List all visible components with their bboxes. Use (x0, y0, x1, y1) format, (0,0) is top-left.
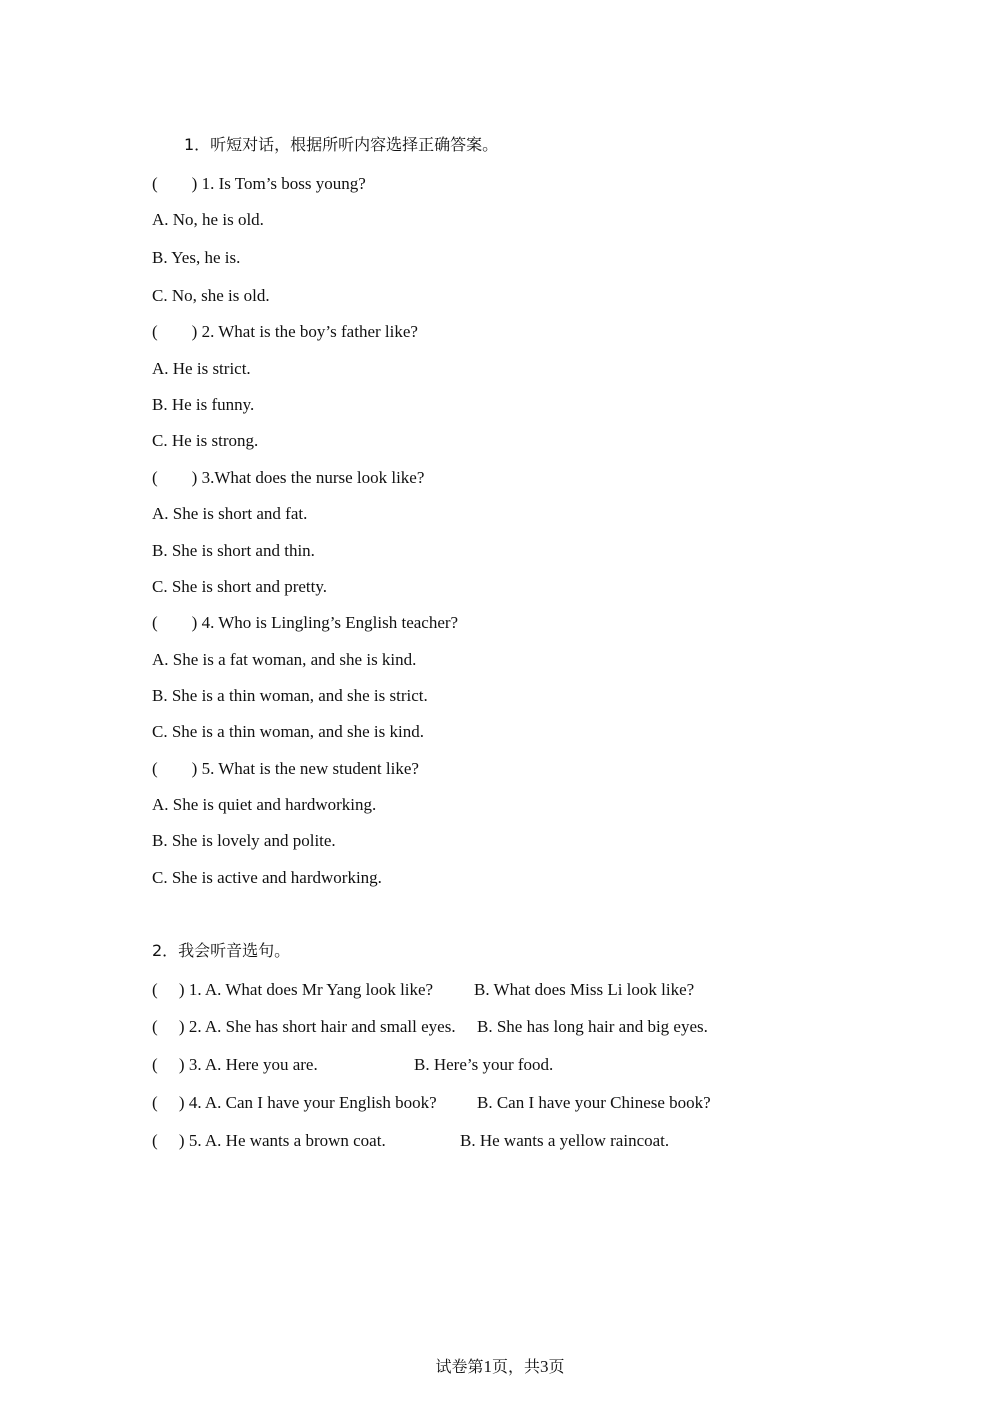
question-1-option-a: A. No, he is old. (152, 210, 264, 229)
footer-total-pages: 3 (540, 1357, 549, 1376)
question-1-option-c: C. No, she is old. (152, 286, 270, 305)
listen-item-1-a: ( ) 1. A. What does Mr Yang look like? (152, 980, 434, 999)
question-2-option-a: A. He is strict. (152, 359, 251, 378)
question-4-option-b: B. She is a thin woman, and she is strict. (152, 686, 428, 705)
footer-suffix: 页 (548, 1357, 565, 1376)
question-5-option-a: A. She is quiet and hardworking. (152, 795, 377, 814)
question-1-stem: ( ) 1. Is Tom’s boss young? (152, 174, 366, 193)
question-4-stem: ( ) 4. Who is Lingling’s English teacher? (152, 613, 459, 632)
listen-item-3-a: ( ) 3. A. Here you are. (152, 1055, 318, 1074)
question-3-option-c: C. She is short and pretty. (152, 577, 328, 596)
question-2-option-c: C. He is strong. (152, 431, 259, 450)
page-footer (0, 1356, 1000, 1378)
footer-page-number: 1 (483, 1357, 492, 1376)
question-2-stem: ( ) 2. What is the boy’s father like? (152, 322, 418, 341)
question-2-option-b: B. He is funny. (152, 395, 255, 414)
section-1-heading: 1．听短对话，根据所听内容选择正确答案。 (184, 135, 499, 154)
listen-item-2-a: ( ) 2. A. She has short hair and small eyes. (152, 1017, 456, 1036)
question-1-option-b: B. Yes, he is. (152, 248, 241, 267)
question-5-option-b: B. She is lovely and polite. (152, 831, 336, 850)
listen-item-4-a: ( ) 4. A. Can I have your English book? (152, 1093, 437, 1112)
listen-item-5-b: B. He wants a yellow raincoat. (460, 1131, 670, 1150)
question-5-option-c: C. She is active and hardworking. (152, 868, 382, 887)
listen-item-1-b: B. What does Miss Li look like? (474, 980, 695, 999)
question-4-option-a: A. She is a fat woman, and she is kind. (152, 650, 417, 669)
section-2-heading: 2．我会听音选句。 (152, 941, 291, 960)
footer-middle: 页，共 (491, 1357, 540, 1376)
listen-item-2-b: B. She has long hair and big eyes. (477, 1017, 708, 1036)
question-3-stem: ( ) 3.What does the nurse look like? (152, 468, 425, 487)
question-4-option-c: C. She is a thin woman, and she is kind. (152, 722, 424, 741)
question-3-option-a: A. She is short and fat. (152, 504, 308, 523)
footer-prefix: 试卷第 (435, 1357, 484, 1376)
listen-item-3-b: B. Here’s your food. (414, 1055, 554, 1074)
question-3-option-b: B. She is short and thin. (152, 541, 315, 560)
listen-item-5-a: ( ) 5. A. He wants a brown coat. (152, 1131, 386, 1150)
question-5-stem: ( ) 5. What is the new student like? (152, 759, 419, 778)
listen-item-4-b: B. Can I have your Chinese book? (477, 1093, 711, 1112)
